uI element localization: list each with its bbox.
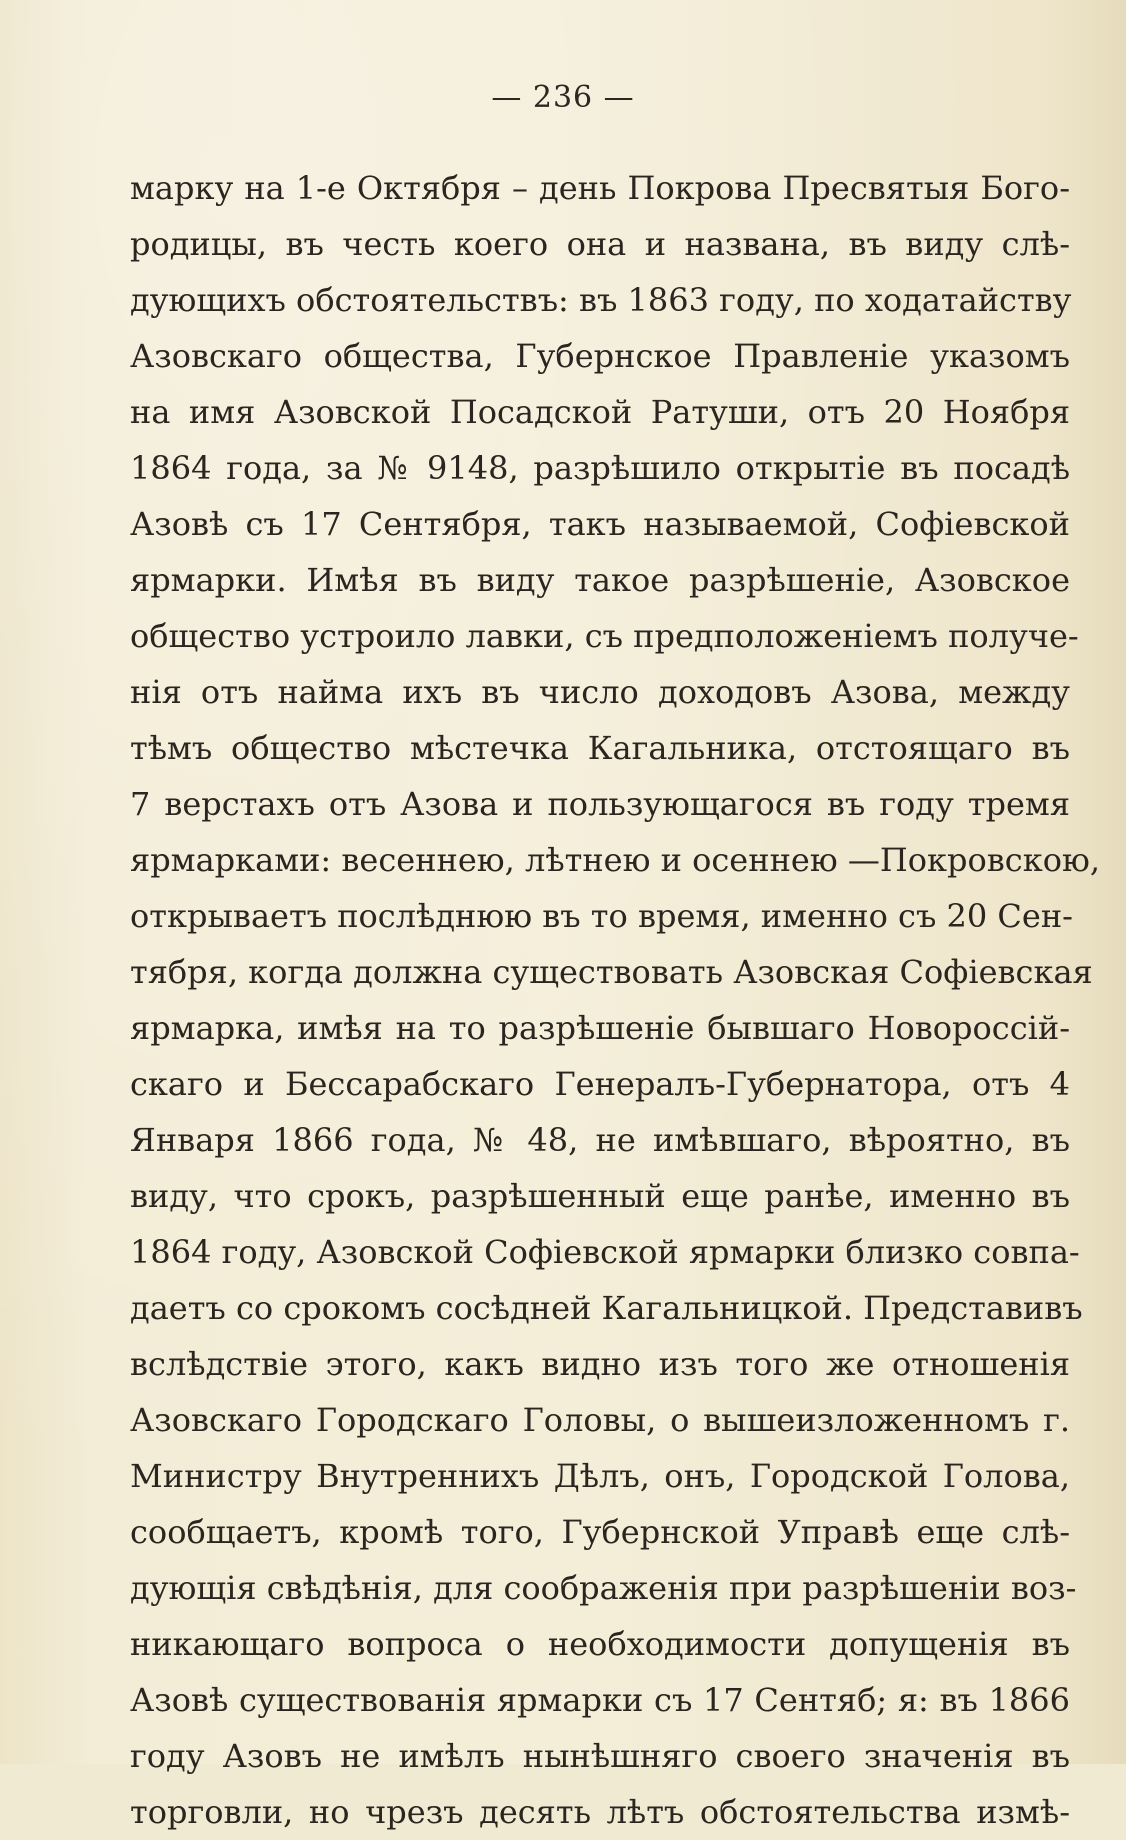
text-line: виду, что срокъ, разрѣшенный еще ранѣе, именно въ (130, 1177, 1070, 1215)
text-line: Азовѣ существованія ярмарки съ 17 Сентяб; я: въ 1866 (130, 1681, 1070, 1719)
text-line: ярмарка, имѣя на то разрѣшеніе бывшаго Новороссій- (130, 1009, 1070, 1047)
text-line: 7 верстахъ отъ Азова и пользующагося въ году тремя (130, 785, 1070, 823)
body-text (130, 160, 1101, 1840)
text-line: Января 1866 года, № 48, не имѣвшаго, вѣроятно, въ (130, 1121, 1070, 1159)
text-line: Азовскаго общества, Губернское Правленіе указомъ (130, 337, 1070, 375)
text-line: ярмарками: весеннею, лѣтнею и осеннею —Покровскою, (130, 841, 1101, 879)
text-line: открываетъ послѣднюю въ то время, именно съ 20 Сен- (130, 897, 1073, 935)
text-line: тября, когда должна существовать Азовская Софіевская (130, 953, 1093, 991)
text-line: марку на 1-е Октября – день Покрова Пресвятыя Бого- (130, 169, 1070, 207)
text-line: на имя Азовской Посадской Ратуши, отъ 20 Ноября (130, 393, 1070, 431)
text-line: тѣмъ общество мѣстечка Кагальника, отстоящаго въ (130, 729, 1070, 767)
text-line: вслѣдствіе этого, какъ видно изъ того же отношенія (130, 1345, 1070, 1383)
text-line: 1864 году, Азовской Софіевской ярмарки близко совпа- (130, 1233, 1080, 1271)
text-line: родицы, въ честь коего она и названа, въ виду слѣ- (130, 225, 1070, 263)
text-line: Азовѣ съ 17 Сентября, такъ называемой, Софіевской (130, 505, 1070, 543)
text-line: торговли, но чрезъ десять лѣтъ обстоятельства измѣ- (130, 1793, 1070, 1831)
text-line: Азовскаго Городскаго Головы, о вышеизложенномъ г. (130, 1401, 1070, 1439)
text-line: сообщаетъ, кромѣ того, Губернской Управѣ еще слѣ- (130, 1513, 1070, 1551)
text-line: ярмарки. Имѣя въ виду такое разрѣшеніе, Азовское (130, 561, 1070, 599)
text-line: году Азовъ не имѣлъ нынѣшняго своего значенія въ (130, 1737, 1070, 1775)
text-line: дующія свѣдѣнія, для соображенія при разрѣшеніи воз- (130, 1569, 1077, 1607)
text-line: даетъ со срокомъ сосѣдней Кагальницкой. Представивъ (130, 1289, 1083, 1327)
text-line: дующихъ обстоятельствъ: въ 1863 году, по ходатайству (130, 281, 1072, 319)
text-line: никающаго вопроса о необходимости допущенія въ (130, 1625, 1070, 1663)
text-line: 1864 года, за № 9148, разрѣшило открытіе въ посадѣ (130, 449, 1070, 487)
text-line: скаго и Бессарабскаго Генералъ-Губернатора, отъ 4 (130, 1065, 1070, 1103)
text-line: Министру Внутреннихъ Дѣлъ, онъ, Городской Голова, (130, 1457, 1070, 1495)
text-line: нія отъ найма ихъ въ число доходовъ Азова, между (130, 673, 1070, 711)
page-number: — 236 — (491, 80, 635, 115)
text-line: общество устроило лавки, съ предположеніемъ получе- (130, 617, 1079, 655)
